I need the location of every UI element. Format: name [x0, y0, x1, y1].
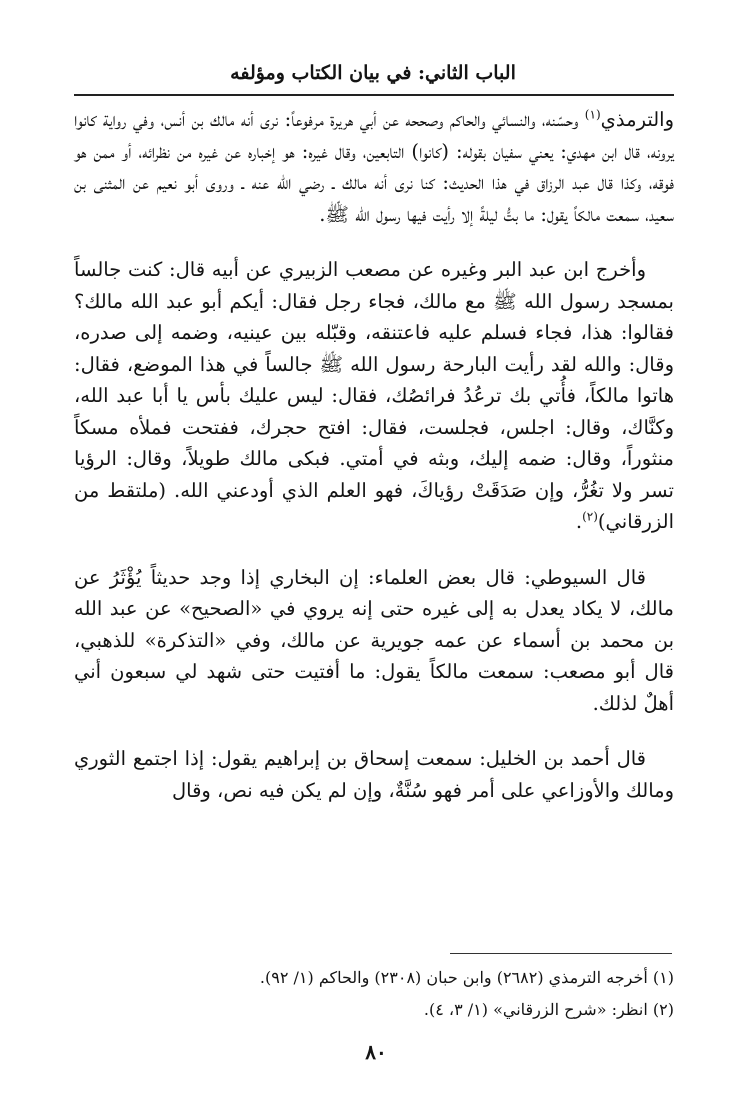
paragraph-1: والترمذي$^{(١)}$ وحسّنه، والنسائي والحاكم وصححه عن أبي هريرة مرفوعاً: نرى أنه مالك بن أنس، وفي رواية كانوا يرونه، قال ابن مهدي: يعني سفيان بقوله: (كانوا) التابعين، وقال غيره: هو إخباره عن غيره من نظرائه، أو ممن هو فوقه، وكذا قال عبد الرزاق في هذا الحديث: كنا نرى أنه مالك ـ رضي الله عنه ـ وروى أبو نعيم عن المثنى بن سعيد، سمعت مالكاً يقول: ما بتُّ ليلةً إلا رأيت فيها رسول الله ﷺ. [74, 107, 674, 226]
footnote-1: (١) أخرجه الترمذي (٢٦٨٢) وابن حبان (٢٣٠٨) والحاكم (١/ ٩٢). [259, 968, 674, 987]
paragraph-2: وأخرج ابن عبد البر وغيره عن مصعب الزبيري عن أبيه قال: كنت جالساً بمسجد رسول الله ﷺ مع مالك، فجاء رجل فقال: أيكم أبو عبد الله مالك؟ فقالوا: هذا، فجاء فسلم عليه فاعتنقه، وقبّله بين عينيه، وضمه إلى صدره، وقال: والله لقد رأيت البارحة رسول الله ﷺ جالساً في هذا الموضع، فقال: هاتوا مالكاً، فأُتي بك ترعُدُ فرائصُك، فقال: ليس عليك بأس يا أبا عبد الله، وكنَّاك، وقال: اجلس، فجلست، فقال: افتح حجرك، ففتحت فملأه مسكاً منثوراً، وقال: ضمه إليك، وبثه في أمتي. فبكى مالك طويلاً، وقال: الرؤيا تسر ولا تغُرُّ، وإن صَدَقَتْ رؤياكَ، فهو العلم الذي أودعني الله. (ملتقط من الزرقاني)$^{(٢)}$. [74, 258, 674, 533]
running-header: الباب الثاني: في بيان الكتاب ومؤلفه [230, 62, 516, 84]
paragraph-4: قال أحمد بن الخليل: سمعت إسحاق بن إبراهيم يقول: إذا اجتمع الثوري ومالك والأوزاعي على أمر فهو سُنَّةٌ، وإن لم يكن فيه نص، وقال [74, 747, 674, 802]
paragraph-3: قال السيوطي: قال بعض العلماء: إن البخاري إذا وجد حديثاً يُؤْثَرُ عن مالك، لا يكاد يعدل به إلى غيره حتى إنه يروي في «الصحيح» عن عبد الله بن محمد بن أسماء عن عمه جويرية عن مالك، وفي «التذكرة» للذهبي، قال أبو مصعب: سمعت مالكاً يقول: ما أفتيت حتى شهد لي سبعون أني أهلٌ لذلك. [74, 565, 674, 715]
footnote-ref-1[interactable]: (١) [584, 107, 601, 122]
footnotes [74, 962, 674, 1026]
page-number: ٨٠ [365, 1040, 387, 1064]
footnote-ref-2[interactable]: (٢) [582, 509, 598, 524]
footnote-divider [450, 953, 672, 954]
footnote-2: (٢) انظر: «شرح الزرقاني» (١/ ٣، ٤). [423, 1000, 674, 1019]
main-text [74, 104, 674, 830]
header-divider [74, 94, 674, 96]
